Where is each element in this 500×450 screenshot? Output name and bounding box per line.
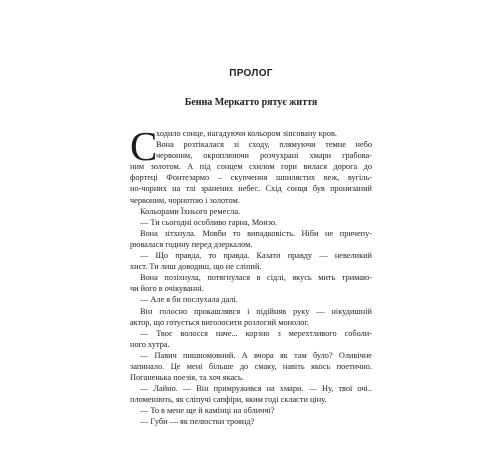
text-line: хист. Ти лиш доводиш, що не сліпий. bbox=[130, 262, 262, 272]
text-line: — Але я би послухала далі. bbox=[140, 295, 238, 305]
text-line: — Губи — як пелюстки троянд? bbox=[140, 417, 255, 427]
text-line: — То в мене ще й камінці на обличчі? bbox=[140, 406, 275, 416]
text-line: червоним, чорнотою і золотом. bbox=[130, 195, 240, 205]
text-line: актор, що готується виголосити розлогий монолог. bbox=[130, 317, 309, 327]
text-line: ного хутра. bbox=[130, 339, 170, 349]
text-line: ним золотом. А під сонцем схилом гори вилася дорога до bbox=[130, 162, 372, 172]
chapter-subtitle: Бенна Меркатто рятує життя bbox=[184, 97, 318, 108]
text-line: фортеці Фонтезармо – скупчення шпилястих веж, вугіль- bbox=[130, 173, 372, 183]
text-line: рювалася годину перед дзеркалом. bbox=[130, 239, 253, 249]
text-line: — Що правда, то правда. Казати правду — невеликий bbox=[140, 251, 372, 261]
text-lines bbox=[130, 123, 372, 428]
text-line: — Твоє волосся наче... корзно з мерехтливого соболи- bbox=[140, 328, 372, 338]
text-line: Вона розтікалася зі сходу, плямуючи темне небо bbox=[156, 140, 372, 150]
text-line: червоним, окроплюючи розчухрані хмари грабова- bbox=[156, 151, 372, 161]
text-line: — Ти сьогодні особливо гарна, Монзо. bbox=[140, 217, 278, 227]
text-line: ходило сонце, нагадуючи кольором зіпсовану кров. bbox=[156, 129, 337, 138]
text-line: пломеніють, як сліпучі сапфіри, яким годі скласти ціну. bbox=[130, 395, 327, 405]
drop-cap: С bbox=[130, 123, 158, 169]
text-line: запинало. Це мені більше до смаку, навіть якось поетично. bbox=[130, 361, 372, 371]
text-line: но-чорних на тлі зранених небес. Схід сонця був пронизаний bbox=[130, 184, 372, 194]
chapter-title: ПРОЛОГ bbox=[229, 68, 273, 79]
text-line: — Павич пишномовний. А вчора як там було? Оливічне bbox=[140, 350, 372, 360]
text-line: Поганенька поезія, та хоч якась. bbox=[130, 373, 244, 383]
text-line: чи його в очікуванні. bbox=[130, 284, 204, 294]
text-line: Кольорами Їхнього ремесла. bbox=[140, 206, 241, 216]
text-line: Він голосно прокашлявся і підійняв руку — нікудишній bbox=[140, 306, 372, 316]
body-text bbox=[130, 123, 372, 428]
text-line: Вона позіхнула, потягнулася в сідлі, якусь мить тримаю- bbox=[140, 273, 372, 283]
book-page bbox=[130, 0, 372, 450]
text-line: Вона зітхнула. Мовби то випадковість. Ніби не причепу- bbox=[140, 228, 372, 238]
text-line: — Лайно. — Він примружився на хмари. — Ну, твої очі.. bbox=[140, 384, 372, 394]
